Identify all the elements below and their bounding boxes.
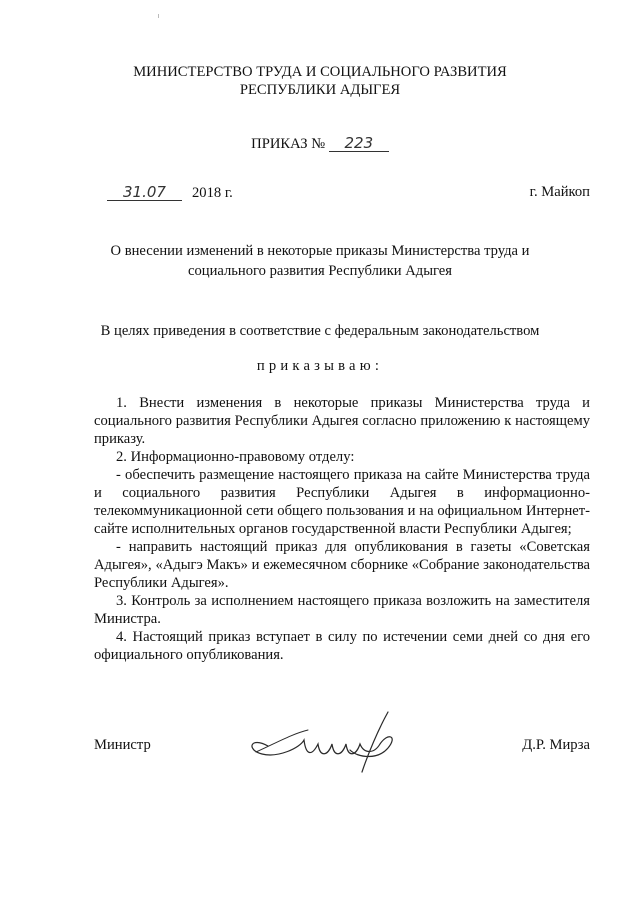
ministry-line-1: МИНИСТЕРСТВО ТРУДА И СОЦИАЛЬНОГО РАЗВИТИЯ: [133, 64, 507, 80]
subject-line-2: социального развития Республики Адыгея: [187, 263, 452, 279]
order-subject: [0, 241, 640, 281]
subject-line-1: О внесении изменений в некоторые приказы Министерства труда и: [110, 243, 530, 259]
date-handwritten: 31.07: [107, 184, 182, 201]
order-city: г. Майкоп: [529, 184, 590, 200]
item-2: 2. Информационно-правовому отделу:: [116, 449, 355, 465]
order-number-handwritten: 223: [329, 135, 389, 152]
ministry-header: [0, 63, 640, 99]
ministry-line-2: РЕСПУБЛИКИ АДЫГЕЯ: [239, 82, 401, 98]
item-2-sub-1: - обеспечить размещение настоящего приказа на сайте Министерства труда и социального развития Республики Адыгея в информационно-телекоммуникационной сети общего пользования и на официальном Интернет-сайте исполнительных органов государственной власти Республики Адыгея;: [94, 467, 590, 537]
order-year: 2018 г.: [192, 185, 233, 201]
item-4: 4. Настоящий приказ вступает в силу по истечении семи дней со дня его официального опубликования.: [94, 629, 590, 663]
signatory-name: Д.Р. Мирза: [522, 737, 590, 753]
order-date: [107, 184, 233, 202]
item-3: 3. Контроль за исполнением настоящего приказа возложить на заместителя Министра.: [94, 593, 590, 627]
order-body: [94, 394, 590, 664]
prikazyvayu-heading: приказываю:: [256, 358, 384, 374]
item-1: 1. Внести изменения в некоторые приказы Министерства труда и социального развития Республики Адыгея согласно приложению к настоящему приказу.: [94, 395, 590, 447]
preamble: В целях приведения в соответствие с федеральным законодательством: [100, 323, 540, 339]
order-title: [0, 135, 640, 153]
scan-mark: [158, 14, 159, 18]
order-prefix: ПРИКАЗ №: [251, 136, 326, 152]
signatory-title: Министр: [94, 737, 151, 753]
handwritten-signature: [238, 706, 418, 776]
item-2-sub-2: - направить настоящий приказ для опубликования в газеты «Советская Адыгея», «Адыгэ Макъ» и ежемесячном сборнике «Собрание законодательства Республики Адыгея».: [94, 539, 590, 591]
